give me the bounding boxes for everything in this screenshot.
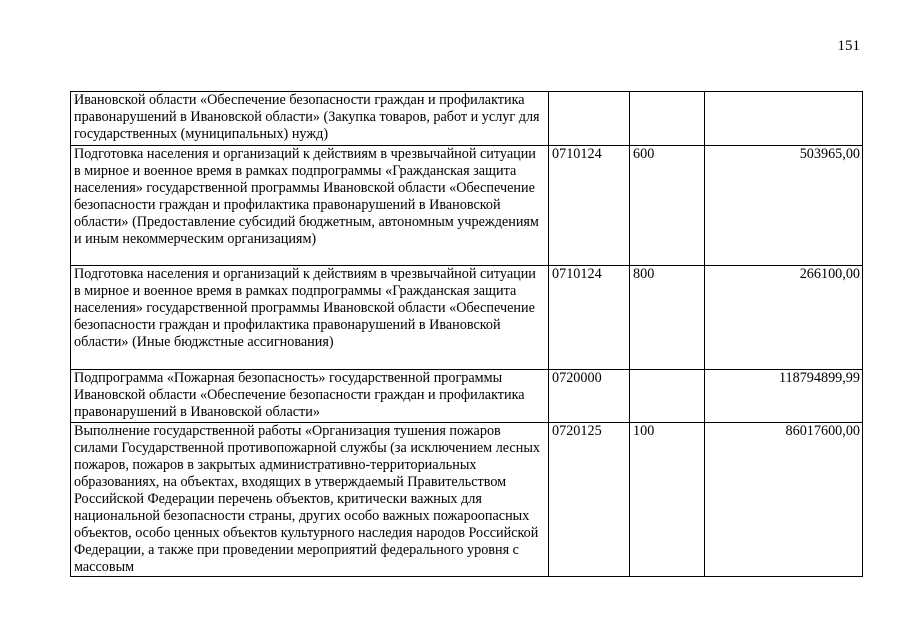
table-row (71, 146, 863, 266)
row-amount (705, 92, 863, 146)
budget-table (70, 91, 863, 577)
row-description: Подготовка населения и организаций к действиям в чрезвычайной ситуации в мирное и военное время в рамках подпрограммы «Гражданская защита населения» государственной программы Ивановской области «Обеспечение безопасности граждан и профилактика правонарушений в Ивановской области» (Предоставление субсидий бюджетным, автономным учреждениям и иным некоммерческим организациям) (71, 146, 549, 266)
table-row (71, 423, 863, 577)
row-amount: 266100,00 (705, 266, 863, 370)
row-expense-type-code (630, 370, 705, 423)
row-target-article-code (549, 92, 630, 146)
row-target-article-code: 0710124 (549, 266, 630, 370)
row-description: Подготовка населения и организаций к действиям в чрезвычайной ситуации в мирное и военное время в рамках подпрограммы «Гражданская защита населения» государственной программы Ивановской области «Обеспечение безопасности граждан и профилактика правонарушений в Ивановской области» (Иные бюджстные ассигнования) (71, 266, 549, 370)
table-row (71, 370, 863, 423)
row-target-article-code: 0710124 (549, 146, 630, 266)
row-expense-type-code: 600 (630, 146, 705, 266)
row-target-article-code: 0720000 (549, 370, 630, 423)
row-target-article-code: 0720125 (549, 423, 630, 577)
table-row (71, 266, 863, 370)
row-amount: 86017600,00 (705, 423, 863, 577)
row-expense-type-code (630, 92, 705, 146)
page-number: 151 (837, 38, 860, 54)
row-description: Ивановской области «Обеспечение безопасности граждан и профилактика правонарушений в Ивановской области» (Закупка товаров, работ и услуг для государственных (муниципальных) нужд) (71, 92, 549, 146)
row-amount: 118794899,99 (705, 370, 863, 423)
row-expense-type-code: 800 (630, 266, 705, 370)
table-row (71, 92, 863, 146)
row-description: Выполнение государственной работы «Организация тушения пожаров силами Государственной противопожарной службы (за исключением лесных пожаров, пожаров в закрытых административно-территориальных образованиях, на объектах, входящих в утверждаемый Правительством Российской Федерации перечень объектов, критически важных для национальной безопасности страны, других особо важных пожароопасных объектов, особо ценных объектов культурного наследия народов Российской Федерации, а также при проведении мероприятий федерального уровня с массовым (71, 423, 549, 577)
row-expense-type-code: 100 (630, 423, 705, 577)
row-amount: 503965,00 (705, 146, 863, 266)
row-description: Подпрограмма «Пожарная безопасность» государственной программы Ивановской области «Обеспечение безопасности граждан и профилактика правонарушений в Ивановской области» (71, 370, 549, 423)
